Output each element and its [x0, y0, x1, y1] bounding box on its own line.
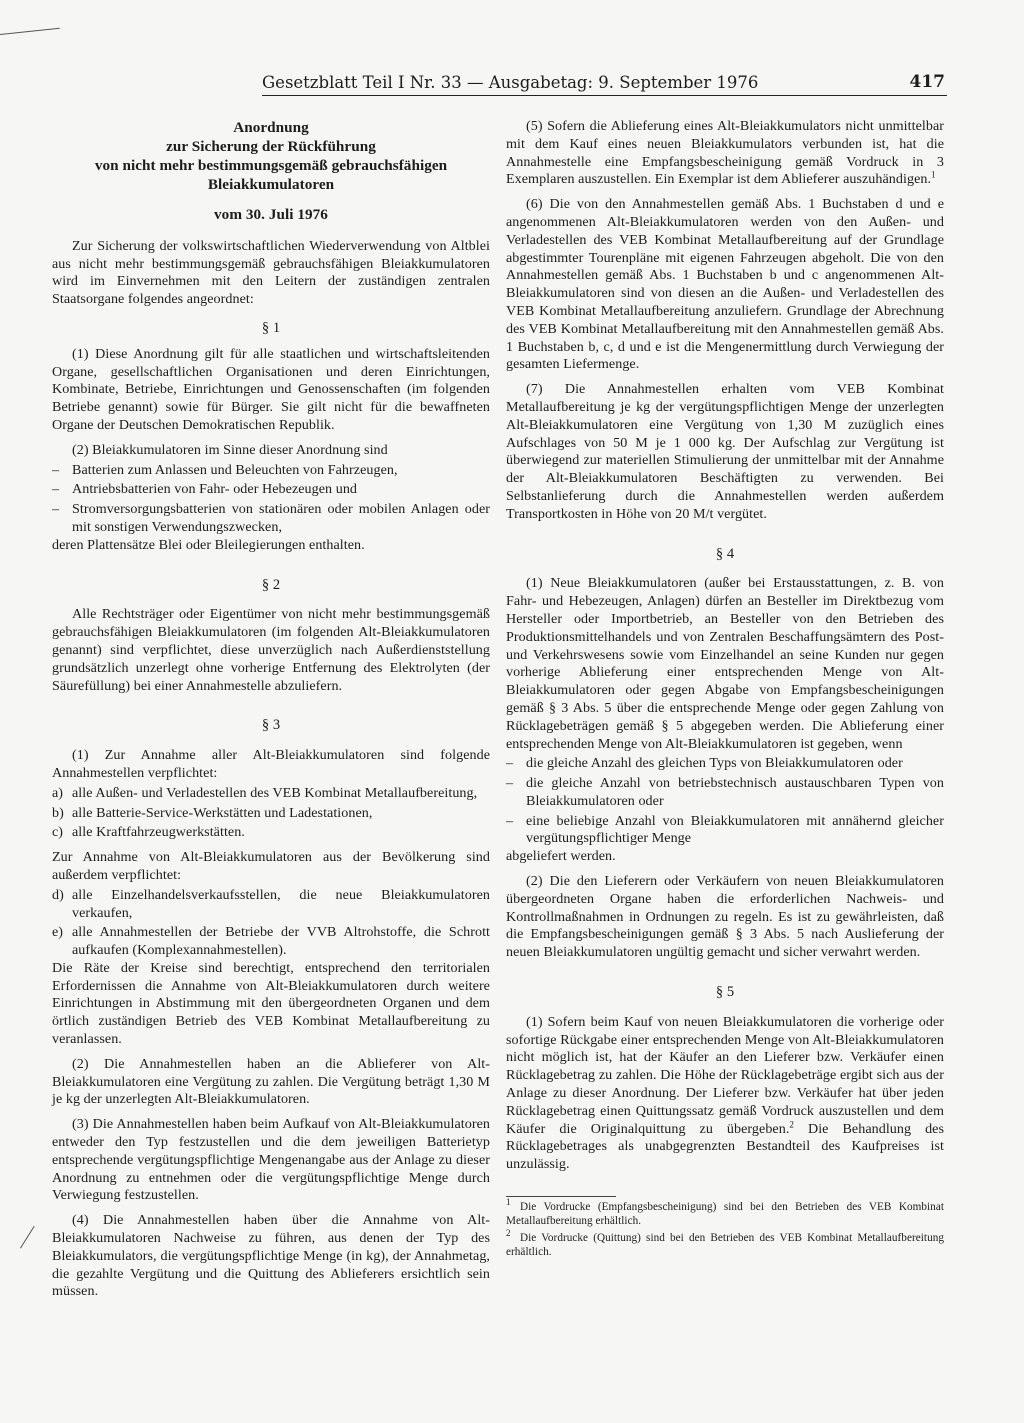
list-item: [52, 824, 490, 842]
page-number: 417: [909, 72, 945, 92]
section-heading-3: § 3: [261, 717, 281, 734]
list-item-text: Stromversorgungsbatterien von stationären oder mobilen Anlagen oder mit sonstigen Verwendungszwecken,: [72, 501, 490, 535]
paragraph: (2) Die Annahmestellen haben an die Ablieferer von Alt-Bleiakkumulatoren eine Vergütung zu zahlen. Die Vergütung beträgt 1,30 M je kg der unzerlegten Alt-Bleiakkumulatoren.: [52, 1055, 490, 1108]
paragraph: (2) Bleiakkumulatoren im Sinne dieser Anordnung sind: [72, 441, 388, 458]
list-item-text: alle Annahmestellen der Betriebe der VVB Altrohstoffe, die Schrott aufkaufen (Komplexannahmestellen).: [72, 924, 490, 959]
title-line: Bleiakkumulatoren: [207, 176, 335, 193]
footnote-ref: 2: [789, 1118, 794, 1129]
scan-mark: [0, 28, 60, 35]
footnote-separator: [506, 1196, 616, 1197]
left-column: [52, 118, 490, 1301]
list-item: [52, 924, 490, 960]
footnote: $^2$ Die Vordrucke (Quittung) sind bei den Betrieben des VEB Kombinat Metallaufbereitung erhältlich.: [506, 1228, 944, 1258]
paragraph: (4) Die Annahmestellen haben über die Annahme von Alt-Bleiakkumulatoren Nachweise zu führen, aus denen der Typ des Bleiakkumulators, die vergütungspflichtige Menge (in kg), der Annahmetag, die gezahlte Vergütung und die Quittung des Ablieferers ersichtlich sein müssen.: [52, 1212, 490, 1300]
list-item: [52, 501, 490, 537]
section-heading-2: § 2: [261, 576, 281, 593]
paragraph: Zur Annahme von Alt-Bleiakkumulatoren aus der Bevölkerung sind außerdem verpflichtet:: [52, 849, 490, 883]
title-line: zur Sicherung der Rückführung: [166, 138, 376, 155]
list-item-text: alle Batterie-Service-Werkstätten und Ladestationen,: [72, 804, 373, 821]
right-column: [506, 118, 944, 1259]
preamble: Zur Sicherung der volkswirtschaftlichen Wiederverwendung von Altblei aus nicht mehr bestimmungsgemäß gebrauchsfähigen Bleiakkumulatoren wird im Einvernehmen mit den Leitern der zuständigen zentralen Staatsorgane folgendes angeordnet:: [52, 237, 490, 308]
footnote-text: Die Vordrucke (Quittung) sind bei den Betrieben des VEB Kombinat Metallaufbereitung erhältlich.: [506, 1232, 944, 1258]
list-item: [506, 813, 944, 849]
dash-marker: –: [506, 775, 514, 792]
dash-marker: –: [52, 461, 60, 478]
list-marker: e): [52, 924, 64, 941]
list-item: [52, 785, 490, 803]
list-item-text: die gleiche Anzahl von betriebstechnisch austauschbaren Typen von Bleiakkumulatoren oder: [526, 775, 944, 809]
paragraph: [506, 118, 944, 189]
list-item: [506, 755, 944, 773]
list-marker: d): [52, 886, 64, 903]
list-item-text: die gleiche Anzahl des gleichen Typs von Bleiakkumulatoren oder: [526, 755, 903, 772]
scan-mark: [20, 1226, 35, 1249]
running-title: Gesetzblatt Teil I Nr. 33 — Ausgabetag: 9. September 1976: [262, 73, 759, 92]
dash-marker: –: [52, 481, 60, 498]
paragraph-text: (1) Sofern beim Kauf von neuen Bleiakkumulatoren die vorherige oder sofortige Rückgabe einer entsprechenden Menge von Alt-Bleiakkumulatoren nicht möglich ist, hat der Käufer an den Lieferer bzw. Verkäufer einen Rücklagebetrag zu zahlen. Die Höhe der Rücklagebeträge ergibt sich aus der Anlage zu dieser Anordnung. Der Lieferer bzw. Verkäufer hat über jeden Rücklagebetrag einen Quittungssatz gemäß Vordruck auszustellen und dem Käufer die Originalquittung zu übergeben.: [506, 1013, 944, 1137]
running-header: [262, 73, 947, 96]
dash-marker: –: [506, 755, 514, 772]
paragraph: (6) Die von den Annahmestellen gemäß Abs. 1 Buchstaben d und e angenommenen Alt-Bleiakkumulatoren werden von den Außen- und Verladestellen des VEB Kombinat Metallaufbereitung auf der Grundlage abgestimmter Tourenpläne mit eigenen Fahrzeugen abgeholt. Die von den Annahmestellen gemäß Abs. 1 Buchstaben b und c angenommenen Alt-Bleiakkumulatoren sind von diesen an die Außen- und Verladestellen des VEB Kombinat Metallaufbereitung anzuliefern. Grundlage der Abrechnung des VEB Kombinat Metallaufbereitung mit den Annahmestellen gemäß Abs. 1 Buchstaben b, c, d und e ist die Mengenermittlung durch Verwiegung der gesamten Liefermenge.: [506, 196, 944, 373]
document-title: [52, 118, 490, 194]
title-line: Anordnung: [233, 119, 309, 136]
list-item: [52, 481, 490, 499]
paragraph: (3) Die Annahmestellen haben beim Aufkauf von Alt-Bleiakkumulatoren entweder den Typ festzustellen und die dem jeweiligen Batterietyp entsprechende vergütungspflichtige Mengenangabe aus der Anlage zu dieser Anordnung zu entnehmen oder die vergütungspflichtige Menge durch Verwiegung festzustellen.: [52, 1116, 490, 1204]
section-heading-5: § 5: [715, 984, 735, 1001]
list-item: [52, 462, 490, 480]
footnote-ref: 1: [931, 169, 936, 180]
list-item-text: Batterien zum Anlassen und Beleuchten von Fahrzeugen,: [72, 461, 398, 478]
list-item: [506, 775, 944, 811]
list-item-text: Antriebsbatterien von Fahr- oder Hebezeugen und: [72, 481, 358, 498]
list-item-text: alle Kraftfahrzeugwerkstätten.: [72, 824, 245, 841]
paragraph: [506, 1014, 944, 1174]
title-date: vom 30. Juli 1976: [214, 206, 328, 223]
paragraph: (1) Diese Anordnung gilt für alle staatlichen und wirtschaftsleitenden Organe, gesellschaftlichen Organisationen und deren Einrichtungen, Kombinate, Betriebe, Einrichtungen und Genossenschaften (im folgenden Betriebe genannt) sowie für Bürger. Sie gilt nicht für die bewaffneten Organe der Deutschen Demokratischen Republik.: [52, 345, 490, 433]
footnote-text: Die Vordrucke (Empfangsbescheinigung) sind bei den Betrieben des VEB Kombinat Metallaufbereitung erhältlich.: [506, 1201, 944, 1227]
paragraph: deren Plattensätze Blei oder Bleilegierungen enthalten.: [52, 536, 365, 553]
paragraph: abgeliefert werden.: [506, 848, 616, 865]
title-line: von nicht mehr bestimmungsgemäß gebrauchsfähigen: [94, 157, 448, 174]
paragraph: (7) Die Annahmestellen erhalten vom VEB Kombinat Metallaufbereitung je kg der vergütungspflichtigen Menge der unzerlegten Alt-Bleiakkumulatoren eine Vergütung von 1,30 M zuzüglich eines Aufschlages von 50 M je 1 000 kg. Der Aufschlag zur Vergütung ist überwiegend zur materiellen Stimulierung der unmittelbar mit der Annahme der Alt-Bleiakkumulatoren Beschäftigten zu verwenden. Bei Selbstanlieferung durch die Annahmestellen werden außerdem Transportkosten in Höhe von 20 M/t vergütet.: [506, 381, 944, 522]
list-marker: c): [52, 824, 64, 841]
list-item-text: eine beliebige Anzahl von Bleiakkumulatoren mit annähernd gleicher vergütungspflichtiger Menge: [526, 812, 944, 847]
list-item: [52, 805, 490, 823]
list-item-text: alle Außen- und Verladestellen des VEB Kombinat Metallaufbereitung,: [72, 784, 478, 801]
dash-marker: –: [52, 501, 60, 518]
list-item: [52, 887, 490, 923]
paragraph: (1) Neue Bleiakkumulatoren (außer bei Erstausstattungen, z. B. von Fahr- und Hebezeugen, Anlagen) dürfen an Besteller im Direktbezug vom Hersteller oder Importbetrieb, an Besteller von den Betrieben des Produktionsmittelhandels und von Zentralen Beschaffungsämtern des Post- und Verkehrswesens sowie vom Einzelhandel an seine Kunden nur gegen vorherige Ablieferung einer entsprechenden Menge von Alt-Bleiakkumulatoren oder gegen Abgabe von Empfangsbescheinigungen gemäß § 3 Abs. 5 über die entsprechende Menge oder gegen Zahlung von Rücklagebeträgen gemäß § 5 abgegeben werden. Die Ablieferung einer entsprechenden Menge von Alt-Bleiakkumulatoren ist gegeben, wenn: [506, 575, 944, 752]
paragraph: Alle Rechtsträger oder Eigentümer von nicht mehr bestimmungsgemäß gebrauchsfähigen Bleiakkumulatoren (im folgenden Alt-Bleiakkumulatoren genannt) sind verpflichtet, diese unverzüglich nach Außerdienststellung grundsätzlich unzerlegt ohne vorherige Entfernung des Elektrolyten (der Säurefüllung) bei einer Annahmestelle abzuliefern.: [52, 606, 490, 694]
paragraph: Die Räte der Kreise sind berechtigt, entsprechend den territorialen Erfordernissen die Annahme von Alt-Bleiakkumulatoren durch weitere Einrichtungen in Abstimmung mit den übergeordneten Organen und dem örtlich zuständigen Betrieb des VEB Kombinat Metallaufbereitung zu veranlassen.: [52, 959, 490, 1048]
paragraph-text: (5) Sofern die Ablieferung eines Alt-Bleiakkumulators nicht unmittelbar mit dem Kauf eines neuen Bleiakkumulators verbunden ist, hat die Annahmestelle eine Empfangsbescheinigung gemäß Vordruck in 3 Exemplaren auszustellen. Ein Exemplar ist dem Ablieferer auszuhändigen.: [506, 118, 944, 188]
list-item-text: alle Einzelhandelsverkaufsstellen, die neue Bleiakkumulatoren verkaufen,: [72, 886, 490, 921]
dash-marker: –: [506, 812, 514, 829]
paragraph-text: Die Behandlung des Rücklagebetrages als unabgegrenzten Bestandteil des Kaufpreises ist unzulässig.: [506, 1120, 945, 1173]
footnote: $^1$ Die Vordrucke (Empfangsbescheinigung) sind bei den Betrieben des VEB Kombinat Metallaufbereitung erhältlich.: [506, 1197, 944, 1227]
section-heading-1: § 1: [261, 319, 281, 336]
section-heading-4: § 4: [715, 545, 735, 562]
paragraph: (1) Zur Annahme aller Alt-Bleiakkumulatoren sind folgende Annahmestellen verpflichtet:: [52, 747, 490, 781]
list-marker: a): [52, 784, 64, 801]
list-marker: b): [52, 804, 64, 821]
paragraph: (2) Die den Lieferern oder Verkäufern von neuen Bleiakkumulatoren übergeordneten Organe haben die erforderlichen Nachweis- und Kontrollmaßnahmen in Ordnungen zu regeln. Es ist zu gewährleisten, daß die Empfangsbescheinigungen gemäß § 3 Abs. 5 nach Auslieferung der neuen Bleiakkumulatoren ungültig gemacht und sicher verwahrt werden.: [506, 873, 944, 961]
